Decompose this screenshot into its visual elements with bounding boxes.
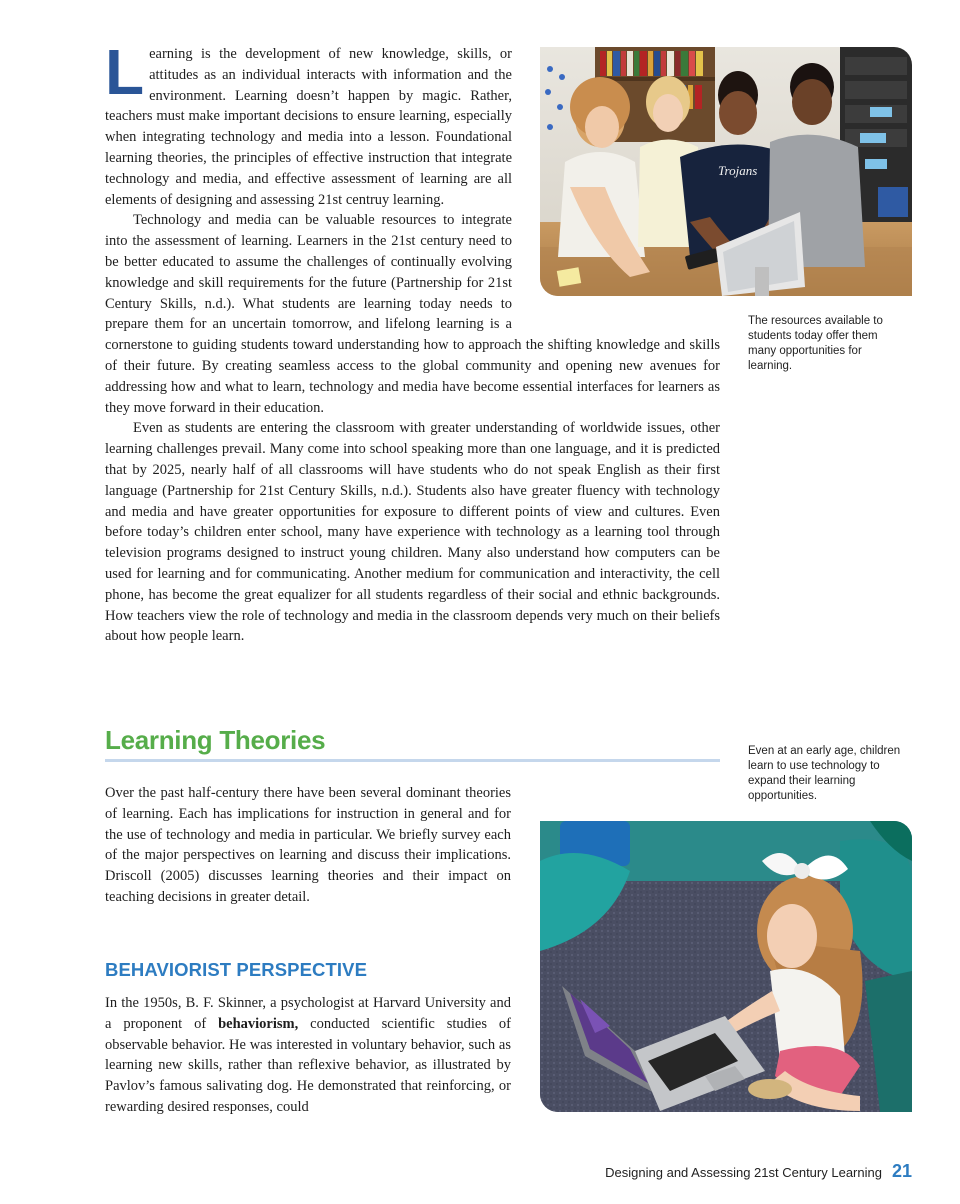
students-at-computer-photo [540,47,912,296]
drop-cap: L [105,36,145,108]
intro-paragraph-2: Technology and media can be valuable resources to integrate into the assessment of learning. Learners in the 21st century need to be better educated to assume the challenges of continually evolving knowledge and skill requirements for the future (Partnership for 21st Century Skills, n.d.). What students are learning today needs to prepare them for an uncertain tomorrow, and lifelong learning is a cornerstone to guiding students toward understanding how to approach the shifting knowledge and skills of their future. By creating seamless access to the global community and opening new avenues for addressing how and what to learn, technology and media have become essential interfaces for learners as they move forward in their education. [105,212,720,416]
photo-1-caption: The resources available to students today offer them many opportunities for learning. [748,315,883,372]
behaviorist-text-after: conducted scientific studies of observable behavior. He was interested in voluntary behavior, such as learning new skills, rather than reflexive behavior, as illustrated by Pavlov’s famous salivating dog. He demonstrated that reinforcing, or rewarding desired responses, could [105,1015,511,1115]
page-footer [605,1161,912,1182]
intro-paragraph-1-text: earning is the development of new knowledge, skills, or attitudes as an individual interacts with information and the environment. Learning doesn’t happen by magic. Rather, teachers must make important decisions to ensure learning, especially when integrating technology and media into a lesson. Foundational learning theories, the principles of effective instruction that integrate technology and media, and effective assessment of learning are all elements of designing and assessing 21st centruy learning. [105,46,512,208]
child-with-laptop-photo [540,821,912,1112]
heading-rule [105,759,720,762]
behaviorism-term: behaviorism, [218,1015,299,1032]
behaviorist-column [105,993,511,1118]
behaviorist-paragraph [105,993,511,1118]
behaviorist-subheading: BEHAVIORIST PERSPECTIVE [105,959,368,980]
footer-title: Designing and Assessing 21st Century Learning [605,1165,882,1180]
section-intro-column [105,783,511,908]
photo-2-caption: Even at an early age, children learn to use technology to expand their learning opportunities. [748,745,901,802]
intro-paragraph-3: Even as students are entering the classroom with greater understanding of worldwide issues, other learning challenges prevail. Many come into school speaking more than one language, and it is predicted that by 2025, nearly half of all classrooms will have students who do not speak English as their first language (Partnership for 21st Century Skills, n.d.). Students also have greater fluency with technology and media and have greater opportunities for exposure to different points of view and cultures. Even before today’s children enter school, many have experience with technology as a learning tool through television programs designed to instruct young children. Many also understand how computers can be used for learning and for communicating. Another medium for communication and interactivity, the cell phone, has become the great equalizer for all students regardless of their social and ethnic backgrounds. How teachers view the role of technology and media in the classroom depends very much on their beliefs about how people learn. [105,420,720,645]
trojans-shirt-text: Trojans [718,163,758,178]
behaviorist-text-before: In the 1950s, B. F. Skinner, a psychologist at Harvard University and a proponent of [105,995,511,1032]
section-heading: Learning Theories [105,725,326,755]
page-number: 21 [891,1161,912,1181]
section-intro-paragraph: Over the past half-century there have been several dominant theories of learning. Each has implications for instruction in general and for the use of technology and media in particular. We briefly survey each of the major perspectives on learning and discuss their implications. Driscoll (2005) discusses learning theories and their impact on teaching decisions in greater detail. [105,785,511,905]
